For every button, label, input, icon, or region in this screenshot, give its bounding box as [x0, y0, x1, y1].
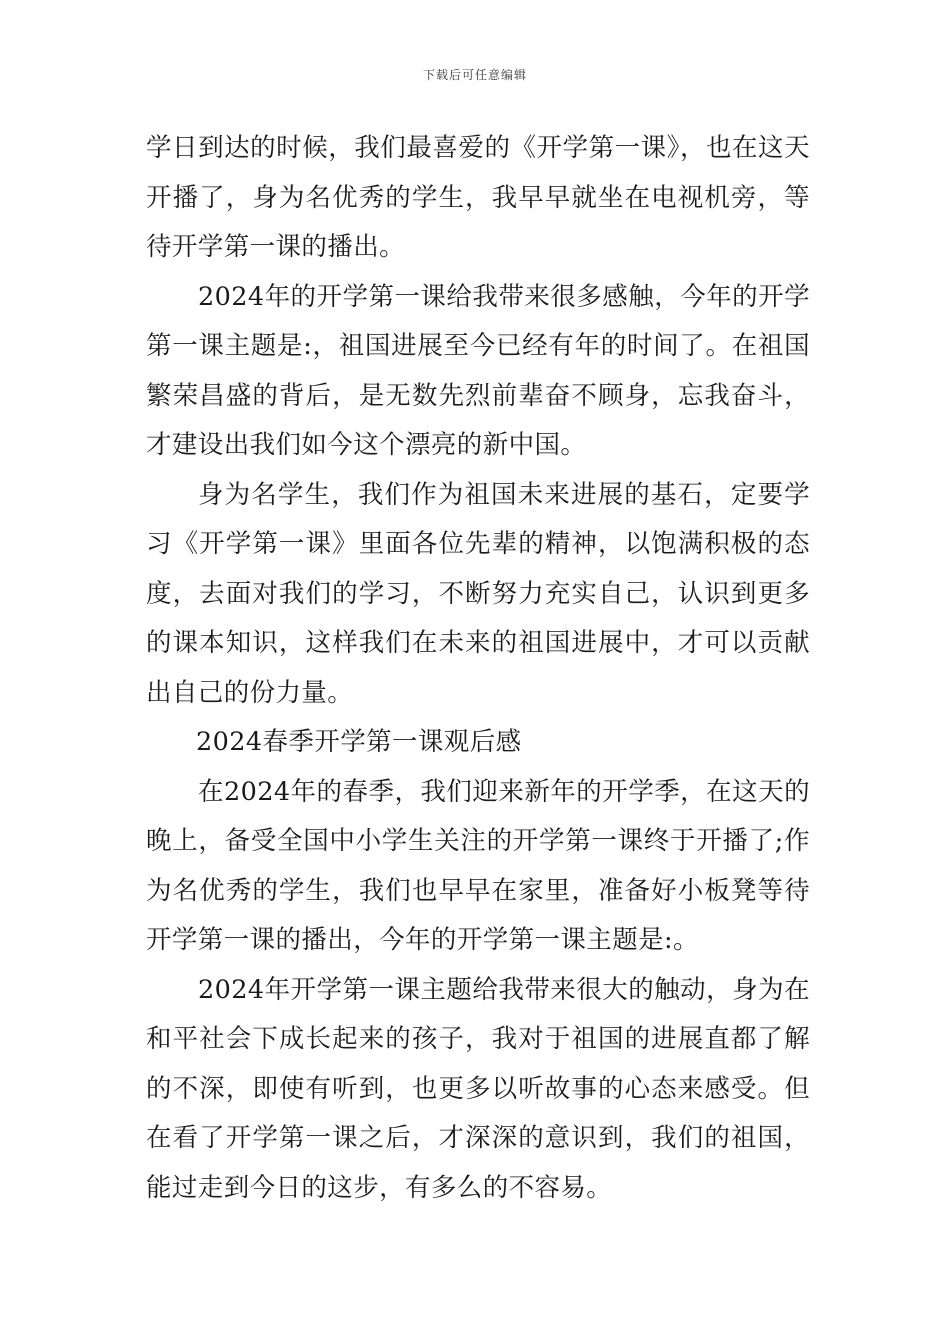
- paragraph: 2024年开学第一课主题给我带来很大的触动，身为在和平社会下成长起来的孩子，我对于祖国的进展直都了解的不深，即使有听到，也更多以听故事的心态来感受。但在看了开学第一课之后，才深深的意识到，我们的祖国，能过走到今日的这步，有多么的不容易。: [146, 974, 810, 1203]
- paragraph: 身为名学生，我们作为祖国未来进展的基石，定要学习《开学第一课》里面各位先辈的精神，以饱满积极的态度，去面对我们的学习，不断努力充实自己，认识到更多的课本知识，这样我们在未来的祖国进展中，才可以贡献出自己的份力量。: [146, 479, 810, 708]
- paragraph-continued: 学日到达的时候，我们最喜爱的《开学第一课》，也在这天开播了，身为名优秀的学生，我早早就坐在电视机旁，等待开学第一课的播出。: [146, 133, 810, 262]
- document-body: [146, 124, 810, 1213]
- paragraph: 在2024年的春季，我们迎来新年的开学季，在这天的晚上，备受全国中小学生关注的开学第一课终于开播了;作为名优秀的学生，我们也早早在家里，准备好小板凳等待开学第一课的播出，今年的开学第一课主题是:。: [146, 776, 810, 955]
- header-note: 下载后可任意编辑: [422, 68, 527, 82]
- section-heading: 2024春季开学第一课观后感: [196, 727, 522, 757]
- paragraph: 2024年的开学第一课给我带来很多感触，今年的开学第一课主题是:，祖国进展至今已经有年的时间了。在祖国繁荣昌盛的背后，是无数先烈前辈奋不顾身，忘我奋斗，才建设出我们如今这个漂亮的新中国。: [146, 281, 810, 460]
